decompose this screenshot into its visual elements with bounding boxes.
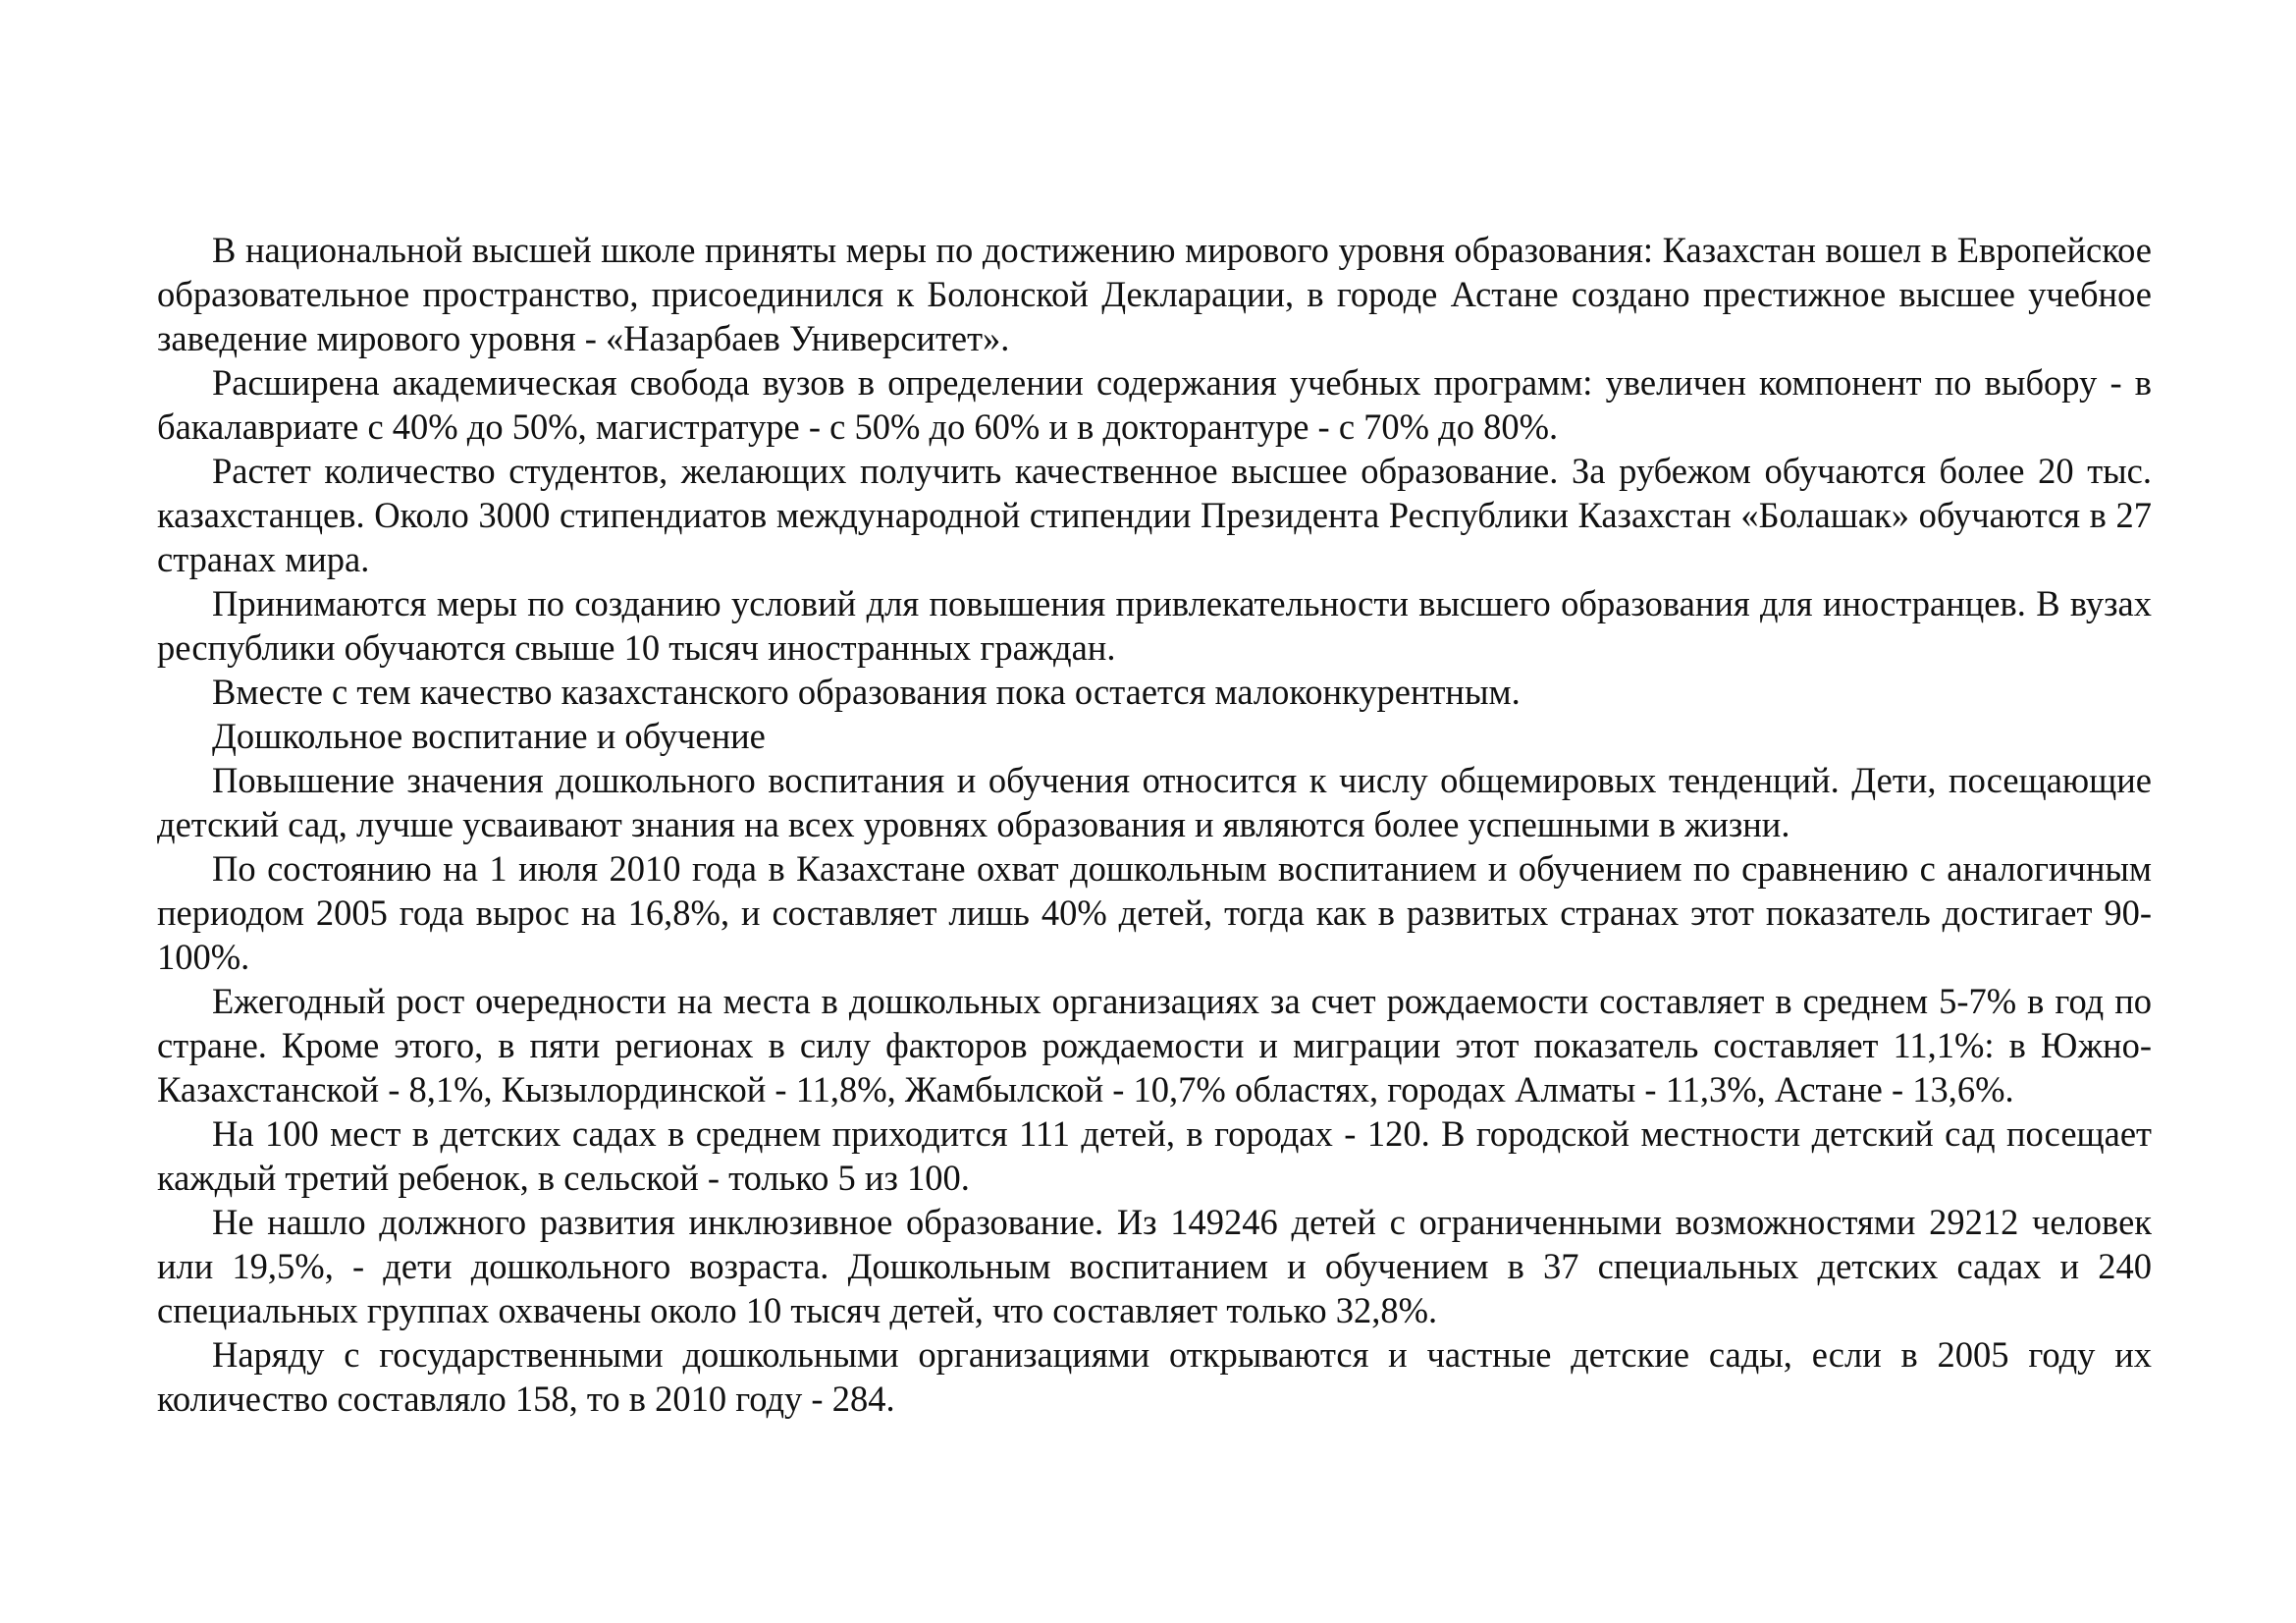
- paragraph-queue-growth: Ежегодный рост очередности на места в дошкольных организациях за счет рождаемости составляет в среднем 5-7% в год по стране. Кроме этого, в пяти регионах в силу факторов рождаемости и миграции этот показатель составляет 11,1%: в Южно-Казахстанской - 8,1%, Кызылординской - 11,8%, Жамбылской - 10,7% областях, городах Алматы - 11,3%, Астане - 13,6%.: [157, 981, 2152, 1109]
- paragraph-foreign-students: Принимаются меры по созданию условий для повышения привлекательности высшего образования для иностранцев. В вузах республики обучаются свыше 10 тысяч иностранных граждан.: [157, 583, 2152, 668]
- paragraph-places-per-100: На 100 мест в детских садах в среднем приходится 111 детей, в городах - 120. В городской местности детский сад посещает каждый третий ребенок, в сельской - только 5 из 100.: [157, 1113, 2152, 1198]
- document-page: [157, 228, 2152, 1421]
- paragraph-preschool-coverage: По состоянию на 1 июля 2010 года в Казахстане охват дошкольным воспитанием и обучением по сравнению с аналогичным периодом 2005 года вырос на 16,8%, и составляет лишь 40% детей, тогда как в развитых странах этот показатель достигает 90-100%.: [157, 848, 2152, 977]
- paragraph-inclusive-education: Не нашло должного развития инклюзивное образование. Из 149246 детей с ограниченными возможностями 29212 человек или 19,5%, - дети дошкольного возраста. Дошкольным воспитанием и обучением в 37 специальных детских садах и 240 специальных группах охвачены около 10 тысяч детей, что составляет только 32,8%.: [157, 1202, 2152, 1330]
- paragraph-higher-education-measures: В национальной высшей школе приняты меры по достижению мирового уровня образования: Казахстан вошел в Европейское образовательное пространство, присоединился к Болонской Декларации, в городе Астане создано престижное высшее учебное заведение мирового уровня - «Назарбаев Университет».: [157, 230, 2152, 358]
- paragraph-students-abroad: Растет количество студентов, желающих получить качественное высшее образование. За рубежом обучаются более 20 тыс. казахстанцев. Около 3000 стипендиатов международной стипендии Президента Республики Казахстан «Болашак» обучаются в 27 странах мира.: [157, 451, 2152, 579]
- paragraph-private-kindergartens: Наряду с государственными дошкольными организациями открываются и частные детские сады, если в 2005 году их количество составляло 158, то в 2010 году - 284.: [157, 1334, 2152, 1419]
- paragraph-preschool-importance: Повышение значения дошкольного воспитания и обучения относится к числу общемировых тенденций. Дети, посещающие детский сад, лучше усваивают знания на всех уровнях образования и являются более успешными в жизни.: [157, 760, 2152, 844]
- paragraph-academic-freedom: Расширена академическая свобода вузов в определении содержания учебных программ: увеличен компонент по выбору - в бакалавриате с 40% до 50%, магистратуре - с 50% до 60% и в докторантуре - с 70% до 80%.: [157, 362, 2152, 447]
- section-heading-preschool: Дошкольное воспитание и обучение: [212, 716, 766, 756]
- paragraph-quality-competitiveness: Вместе с тем качество казахстанского образования пока остается малоконкурентным.: [212, 672, 1521, 712]
